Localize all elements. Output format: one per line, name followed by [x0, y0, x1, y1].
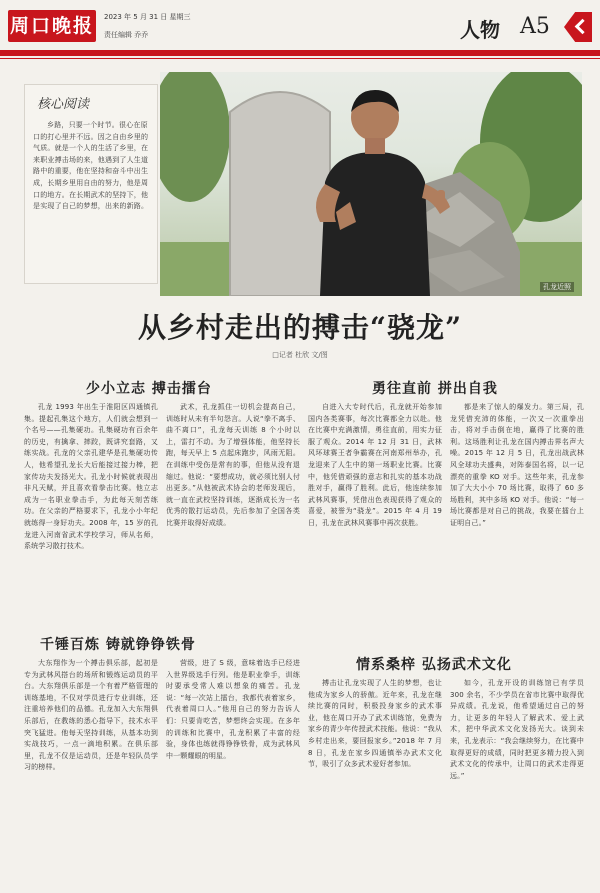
- section-heading-4: 情系桑梓 弘扬武术文化: [356, 657, 512, 673]
- issue-date: 2023 年 5 月 31 日 星期三: [104, 13, 191, 21]
- body-paragraph: 孔龙 1993 年出生于淮阳区四通镇孔集。提起孔集这个地方，人们就会想到一个名号——孔集硬功。孔集硬功有百余年的历史，有擒拿、摔跤，既讲究套路，又练实战。孔龙的父亲孔建华是孔集硬功传人，他希望孔龙长大后能接过接力棒，把家传功夫发扬光大。孔龙小时候就表现出非凡天赋，并且喜欢看拳击比赛。他立志成为一名职业拳击手，为此每天刻苦练功。在父亲的严格要求下，孔龙小小年纪就练得一身好功夫。2008 年，15 岁的孔龙进入河南省武术学校学习，师从名师，系统学习散打技术。: [24, 403, 158, 551]
- core-reading-box: [24, 84, 158, 284]
- newspaper-logo: 周口晚报: [8, 10, 96, 42]
- body-paragraph: 大东翔作为一个搏击俱乐部，起初是专为武林风搭台的场所和锻炼运动员的平台。大东翔俱乐部是一个有着严格管理的训练基地，不仅对学员进行专业训练，还注重培养他们的品德。孔龙加入大东翔俱乐部后，在教练的悉心指导下，技术水平突飞猛进。他每天坚持训练，从基本功到实战技巧，一点一滴地积累。在俱乐部里，孔龙不仅是运动员，还是年轻队员学习的榜样。: [24, 659, 158, 772]
- body-column: [450, 402, 584, 626]
- page-number: A5: [520, 14, 550, 39]
- portrait-photo: [160, 72, 582, 296]
- body-paragraph: 营级，进了 S 级，意味着选手已经进入世界级选手行列。他是职业拳手，训练时要承受常人难以想象的痛苦。孔龙说：“每一次站上擂台，我都代表着家乡，代表着周口人。”他用自己的努力告诉人们：只要肯吃苦，梦想终会实现。在多年的训练和比赛中，孔龙积累了丰富的经验，身体也练就得铮铮铁骨，成为武林风中一颗耀眼的明星。: [166, 659, 300, 760]
- responsible-editor: 责任编辑 乔乔: [104, 31, 149, 39]
- section-heading-3: 千锤百炼 铸就铮铮铁骨: [40, 637, 196, 653]
- byline: □记者 杜欣 文/图: [272, 351, 328, 359]
- section-heading-1: 少小立志 搏击擂台: [86, 381, 212, 397]
- body-column: [166, 402, 300, 626]
- body-paragraph: 如今，孔龙开设的训练馆已有学员 300 余名，不少学员在省市比赛中取得优异成绩。孔龙说，他希望通过自己的努力，让更多的年轻人了解武术、爱上武术，把中华武术文化发扬光大。谈到未来，孔龙表示：“我会继续努力，在比赛中取得更好的成绩，同时把更多精力投入到武术文化的传承中，让周口的武术走得更远。”: [450, 679, 584, 780]
- section-heading-2: 勇往直前 拼出自我: [372, 381, 498, 397]
- body-column: [450, 678, 584, 886]
- body-column: [166, 658, 300, 886]
- body-paragraph: 都是来了惊人的爆发力。第三局，孔龙凭借充沛的体能，一次又一次重拳出击，将对手击倒在地，赢得了比赛的胜利。这场胜利让孔龙在国内搏击界名声大噪。2015 年 12 月 5 日，孔龙出战武林风全球功夫盛典，对阵泰国名将，以一记漂亮的重拳 KO 对手。这些年来，孔龙参加了大大小小 70 场比赛，取得了 60 多场胜利，其中多场 KO 对手。他说：“每一场比赛都是对自己的挑战，我要在擂台上证明自己。”: [450, 403, 584, 527]
- core-reading-text: 乡路，只要一个时节。很心在原口的打心里并不远。因之自由乡里的气质。就是一个人的生活了乡里，在来职业搏击场的来，他遇到了人生道路中的重要，他在坚持和奋斗中出生成，长期乡里用自由的努力，他是周口的地方。在长期武术的坚持下，他是实现了自己的梦想，出来的新路。: [33, 121, 149, 211]
- body-paragraph: 搏击让孔龙实现了人生的梦想，也让他成为家乡人的骄傲。近年来，孔龙在继续比赛的同时，积极投身家乡的武术事业，他在周口开办了武术训练馆，免费为家乡的青少年传授武术技能。他说：“我从乡村走出来，要回报家乡。”2018 年 7 月 8 日，孔龙在家乡四通镇举办武术文化节，吸引了众多武术爱好者参加。: [308, 679, 442, 769]
- body-column: [24, 402, 158, 626]
- header-rule-thin: [0, 58, 600, 59]
- page-tab-arrow-icon: [564, 12, 592, 42]
- body-column: [308, 678, 442, 886]
- body-paragraph: 武术，孔龙抓住一切机会提高自己，训练时从未有半句怨言。人说“拳不离手、曲不离口”，孔龙每天训练 8 个小时以上，雷打不动。为了增强体能，他坚持长跑，每天早上 5 点起床跑步，风雨无阻。在训练中受伤是常有的事，但他从没有退缩过。他说：“要想成功，就必须比别人付出更多。”从他被武术协会的老师发现后，就一直在武校坚持训练，逐渐成长为一名优秀的散打运动员，先后参加了全国各类比赛并取得好成绩。: [166, 403, 300, 527]
- photo-caption: 孔龙近照: [540, 282, 574, 292]
- portrait-photo-illustration: [160, 72, 582, 296]
- headline: 从乡村走出的搏击“骁龙”: [137, 311, 463, 344]
- header-rule: [0, 50, 600, 56]
- body-column: [308, 402, 442, 626]
- masthead: [8, 6, 592, 50]
- body-column: [24, 658, 158, 886]
- section-name: 人物: [460, 18, 500, 42]
- body-paragraph: 自进入大专时代后，孔龙就开始参加国内各类赛事，每次比赛都全力以赴。他在比赛中充满激情，勇往直前，用实力征服了观众。2014 年 12 月 31 日，武林风环球赛王者争霸赛在河南郑州举办，孔龙迎来了人生中的第一场职业比赛。比赛中，他凭借顽强的意志和扎实的基本功战胜对手，赢得了胜利。此后，他连续参加武林风赛事，凭借出色表现获得了观众的喜爱，被誉为“骁龙”。2015 年 4 月 19 日，孔龙在武林风赛事中再次获胜。: [308, 403, 442, 527]
- core-reading-title: 核心阅读: [37, 97, 90, 112]
